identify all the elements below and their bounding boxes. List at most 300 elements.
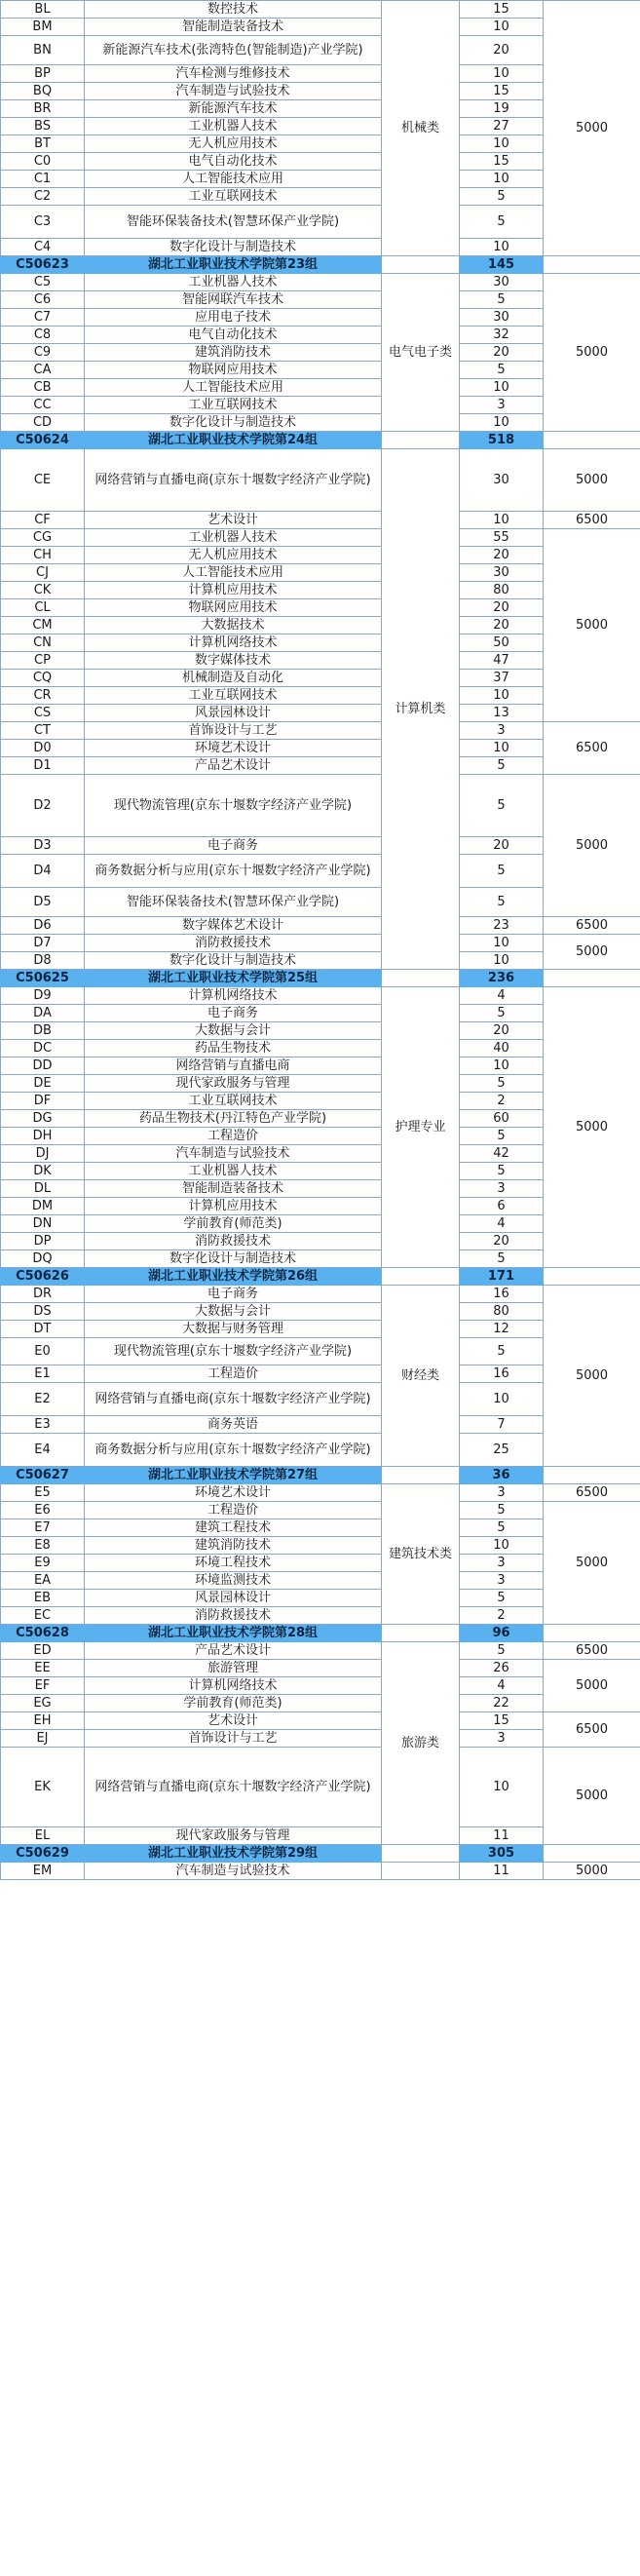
tuition-fee: 5000 bbox=[544, 1, 640, 256]
major-name: 无人机应用技术 bbox=[85, 135, 382, 153]
major-name: 学前教育(师范类) bbox=[85, 1695, 382, 1712]
major-code: C2 bbox=[1, 188, 85, 206]
major-row bbox=[1, 917, 640, 935]
plan-count: 5 bbox=[460, 188, 544, 206]
major-name: 电气自动化技术 bbox=[85, 327, 382, 344]
major-name: 商务英语 bbox=[85, 1416, 382, 1434]
major-code: DK bbox=[1, 1163, 85, 1180]
major-code: E8 bbox=[1, 1537, 85, 1555]
plan-count: 20 bbox=[460, 344, 544, 362]
tuition-fee: 6500 bbox=[544, 512, 640, 529]
major-name: 大数据与财务管理 bbox=[85, 1321, 382, 1338]
major-code: D8 bbox=[1, 952, 85, 970]
plan-count: 5 bbox=[460, 291, 544, 309]
category-cell: 计算机类 bbox=[382, 449, 460, 970]
major-name: 工程造价 bbox=[85, 1128, 382, 1145]
major-code: CS bbox=[1, 705, 85, 722]
group-category-cell bbox=[382, 432, 460, 449]
major-code: CQ bbox=[1, 670, 85, 687]
plan-count: 5 bbox=[460, 1128, 544, 1145]
group-row bbox=[1, 970, 640, 987]
group-name: 湖北工业职业技术学院第23组 bbox=[85, 256, 382, 274]
major-code: EG bbox=[1, 1695, 85, 1712]
major-code: E5 bbox=[1, 1484, 85, 1502]
tuition-fee: 5000 bbox=[544, 935, 640, 970]
major-code: C8 bbox=[1, 327, 85, 344]
tuition-fee: 5000 bbox=[544, 274, 640, 432]
major-code: DH bbox=[1, 1128, 85, 1145]
major-name: 网络营销与直播电商 bbox=[85, 1057, 382, 1075]
major-name: 物联网应用技术 bbox=[85, 599, 382, 617]
major-name: 消防救援技术 bbox=[85, 1607, 382, 1625]
major-name: 数控技术 bbox=[85, 1, 382, 19]
major-name: 网络营销与直播电商(京东十堰数字经济产业学院) bbox=[85, 1383, 382, 1416]
plan-count: 3 bbox=[460, 397, 544, 414]
major-name: 机械制造及自动化 bbox=[85, 670, 382, 687]
major-code: CM bbox=[1, 617, 85, 634]
group-row bbox=[1, 1268, 640, 1286]
major-code: EJ bbox=[1, 1730, 85, 1748]
major-name: 人工智能技术应用 bbox=[85, 379, 382, 397]
major-name: 应用电子技术 bbox=[85, 309, 382, 327]
group-category-cell bbox=[382, 1467, 460, 1484]
major-code: D3 bbox=[1, 837, 85, 855]
plan-count: 22 bbox=[460, 1695, 544, 1712]
major-name: 汽车制造与试验技术 bbox=[85, 83, 382, 100]
group-category-cell bbox=[382, 1845, 460, 1863]
major-name: 建筑消防技术 bbox=[85, 344, 382, 362]
major-code: EM bbox=[1, 1863, 85, 1880]
plan-count: 5 bbox=[460, 362, 544, 379]
major-name: 计算机应用技术 bbox=[85, 582, 382, 599]
group-plan: 145 bbox=[460, 256, 544, 274]
major-code: CT bbox=[1, 722, 85, 740]
category-cell: 建筑技术类 bbox=[382, 1484, 460, 1625]
group-code: C50626 bbox=[1, 1268, 85, 1286]
major-name: 工业互联网技术 bbox=[85, 687, 382, 705]
plan-count: 5 bbox=[460, 1642, 544, 1660]
group-fee-cell bbox=[544, 1467, 640, 1484]
major-name: 智能网联汽车技术 bbox=[85, 291, 382, 309]
major-row bbox=[1, 449, 640, 512]
group-fee-cell bbox=[544, 1845, 640, 1863]
plan-count: 20 bbox=[460, 617, 544, 634]
major-row bbox=[1, 1502, 640, 1519]
plan-count: 12 bbox=[460, 1321, 544, 1338]
group-name: 湖北工业职业技术学院第25组 bbox=[85, 970, 382, 987]
major-code: EB bbox=[1, 1590, 85, 1607]
plan-count: 3 bbox=[460, 1730, 544, 1748]
plan-count: 30 bbox=[460, 449, 544, 512]
major-name: 环境工程技术 bbox=[85, 1555, 382, 1572]
plan-count: 4 bbox=[460, 987, 544, 1005]
major-name: 消防救援技术 bbox=[85, 1233, 382, 1250]
plan-count: 5 bbox=[460, 206, 544, 239]
major-code: D7 bbox=[1, 935, 85, 952]
group-code: C50627 bbox=[1, 1467, 85, 1484]
tuition-fee: 5000 bbox=[544, 987, 640, 1268]
major-code: E3 bbox=[1, 1416, 85, 1434]
major-code: D2 bbox=[1, 775, 85, 837]
major-name: 现代物流管理(京东十堰数字经济产业学院) bbox=[85, 775, 382, 837]
major-row bbox=[1, 775, 640, 837]
major-name: 人工智能技术应用 bbox=[85, 564, 382, 582]
major-code: D4 bbox=[1, 855, 85, 888]
major-row bbox=[1, 987, 640, 1005]
plan-count: 7 bbox=[460, 1416, 544, 1434]
major-name: 计算机网络技术 bbox=[85, 1677, 382, 1695]
plan-count: 20 bbox=[460, 837, 544, 855]
plan-count: 3 bbox=[460, 722, 544, 740]
category-cell: 机械类 bbox=[382, 1, 460, 256]
plan-count: 42 bbox=[460, 1145, 544, 1163]
group-fee-cell bbox=[544, 970, 640, 987]
plan-count: 10 bbox=[460, 1057, 544, 1075]
major-name: 产品艺术设计 bbox=[85, 757, 382, 775]
major-name: 环境艺术设计 bbox=[85, 1484, 382, 1502]
major-code: CC bbox=[1, 397, 85, 414]
major-name: 学前教育(师范类) bbox=[85, 1215, 382, 1233]
major-row bbox=[1, 1484, 640, 1502]
tuition-fee: 5000 bbox=[544, 1748, 640, 1845]
tuition-fee: 5000 bbox=[544, 775, 640, 917]
plan-count: 10 bbox=[460, 935, 544, 952]
major-name: 智能制造装备技术 bbox=[85, 19, 382, 36]
major-code: CE bbox=[1, 449, 85, 512]
major-name: 电子商务 bbox=[85, 837, 382, 855]
major-name: 数字化设计与制造技术 bbox=[85, 239, 382, 256]
plan-count: 10 bbox=[460, 1537, 544, 1555]
major-name: 建筑工程技术 bbox=[85, 1519, 382, 1537]
major-code: D1 bbox=[1, 757, 85, 775]
major-code: BN bbox=[1, 36, 85, 65]
major-code: CJ bbox=[1, 564, 85, 582]
major-name: 大数据与会计 bbox=[85, 1303, 382, 1321]
plan-count: 5 bbox=[460, 1005, 544, 1022]
plan-count: 11 bbox=[460, 1863, 544, 1880]
plan-count: 2 bbox=[460, 1607, 544, 1625]
group-name: 湖北工业职业技术学院第29组 bbox=[85, 1845, 382, 1863]
plan-count: 10 bbox=[460, 687, 544, 705]
major-name: 汽车制造与试验技术 bbox=[85, 1863, 382, 1880]
major-code: BM bbox=[1, 19, 85, 36]
major-code: E0 bbox=[1, 1338, 85, 1365]
major-name: 消防救援技术 bbox=[85, 935, 382, 952]
major-code: EE bbox=[1, 1660, 85, 1677]
group-code: C50628 bbox=[1, 1625, 85, 1642]
plan-count: 5 bbox=[460, 757, 544, 775]
major-row bbox=[1, 1642, 640, 1660]
major-code: BR bbox=[1, 100, 85, 118]
major-name: 工业互联网技术 bbox=[85, 397, 382, 414]
major-code: DB bbox=[1, 1022, 85, 1040]
group-code: C50625 bbox=[1, 970, 85, 987]
major-name: 旅游管理 bbox=[85, 1660, 382, 1677]
plan-count: 37 bbox=[460, 670, 544, 687]
group-category-cell bbox=[382, 970, 460, 987]
major-name: 网络营销与直播电商(京东十堰数字经济产业学院) bbox=[85, 1748, 382, 1827]
category-cell: 财经类 bbox=[382, 1286, 460, 1467]
major-code: BS bbox=[1, 118, 85, 135]
major-name: 现代家政服务与管理 bbox=[85, 1827, 382, 1845]
plan-count: 30 bbox=[460, 274, 544, 291]
plan-count: 5 bbox=[460, 775, 544, 837]
plan-count: 4 bbox=[460, 1677, 544, 1695]
category-cell bbox=[382, 1863, 460, 1880]
major-code: DL bbox=[1, 1180, 85, 1198]
major-code: EA bbox=[1, 1572, 85, 1590]
plan-count: 50 bbox=[460, 634, 544, 652]
plan-count: 47 bbox=[460, 652, 544, 670]
plan-count: 6 bbox=[460, 1198, 544, 1215]
tuition-fee: 6500 bbox=[544, 1484, 640, 1502]
major-code: C3 bbox=[1, 206, 85, 239]
major-code: DS bbox=[1, 1303, 85, 1321]
major-name: 汽车检测与维修技术 bbox=[85, 65, 382, 83]
major-code: CN bbox=[1, 634, 85, 652]
group-row bbox=[1, 256, 640, 274]
major-code: D9 bbox=[1, 987, 85, 1005]
group-name: 湖北工业职业技术学院第28组 bbox=[85, 1625, 382, 1642]
tuition-fee: 6500 bbox=[544, 917, 640, 935]
major-name: 数字化设计与制造技术 bbox=[85, 1250, 382, 1268]
major-name: 人工智能技术应用 bbox=[85, 171, 382, 188]
major-code: EL bbox=[1, 1827, 85, 1845]
plan-count: 26 bbox=[460, 1660, 544, 1677]
plan-count: 23 bbox=[460, 917, 544, 935]
major-row bbox=[1, 512, 640, 529]
tuition-fee: 6500 bbox=[544, 722, 640, 775]
plan-count: 5 bbox=[460, 1250, 544, 1268]
plan-count: 27 bbox=[460, 118, 544, 135]
plan-count: 10 bbox=[460, 379, 544, 397]
category-cell: 旅游类 bbox=[382, 1642, 460, 1845]
plan-count: 20 bbox=[460, 1022, 544, 1040]
major-name: 产品艺术设计 bbox=[85, 1642, 382, 1660]
major-code: E7 bbox=[1, 1519, 85, 1537]
major-code: BP bbox=[1, 65, 85, 83]
major-code: C9 bbox=[1, 344, 85, 362]
group-row bbox=[1, 1625, 640, 1642]
plan-count: 2 bbox=[460, 1093, 544, 1110]
plan-count: 10 bbox=[460, 135, 544, 153]
major-code: CF bbox=[1, 512, 85, 529]
major-name: 药品生物技术(丹江特色产业学院) bbox=[85, 1110, 382, 1128]
group-row bbox=[1, 432, 640, 449]
major-name: 环境监测技术 bbox=[85, 1572, 382, 1590]
plan-count: 20 bbox=[460, 36, 544, 65]
plan-count: 19 bbox=[460, 100, 544, 118]
major-name: 首饰设计与工艺 bbox=[85, 722, 382, 740]
major-name: 计算机网络技术 bbox=[85, 634, 382, 652]
major-name: 艺术设计 bbox=[85, 512, 382, 529]
major-name: 电子商务 bbox=[85, 1005, 382, 1022]
major-name: 工程造价 bbox=[85, 1365, 382, 1383]
major-name: 现代家政服务与管理 bbox=[85, 1075, 382, 1093]
major-code: C4 bbox=[1, 239, 85, 256]
major-code: BL bbox=[1, 1, 85, 19]
plan-count: 10 bbox=[460, 740, 544, 757]
major-code: D0 bbox=[1, 740, 85, 757]
major-row bbox=[1, 1286, 640, 1303]
major-code: EC bbox=[1, 1607, 85, 1625]
major-code: DA bbox=[1, 1005, 85, 1022]
plan-count: 30 bbox=[460, 564, 544, 582]
plan-count: 5 bbox=[460, 1075, 544, 1093]
plan-count: 15 bbox=[460, 1, 544, 19]
plan-count: 10 bbox=[460, 19, 544, 36]
major-code: DP bbox=[1, 1233, 85, 1250]
group-plan: 518 bbox=[460, 432, 544, 449]
major-name: 数字化设计与制造技术 bbox=[85, 952, 382, 970]
major-name: 数字媒体艺术设计 bbox=[85, 917, 382, 935]
major-name: 新能源汽车技术(张湾特色(智能制造)产业学院) bbox=[85, 36, 382, 65]
plan-count: 10 bbox=[460, 414, 544, 432]
plan-count: 10 bbox=[460, 171, 544, 188]
major-code: CD bbox=[1, 414, 85, 432]
plan-count: 3 bbox=[460, 1180, 544, 1198]
tuition-fee: 5000 bbox=[544, 1502, 640, 1625]
major-code: DF bbox=[1, 1093, 85, 1110]
major-name: 智能制造装备技术 bbox=[85, 1180, 382, 1198]
group-category-cell bbox=[382, 1268, 460, 1286]
major-name: 风景园林设计 bbox=[85, 705, 382, 722]
major-row bbox=[1, 1660, 640, 1677]
plan-count: 10 bbox=[460, 65, 544, 83]
major-code: BQ bbox=[1, 83, 85, 100]
plan-count: 32 bbox=[460, 327, 544, 344]
plan-count: 15 bbox=[460, 83, 544, 100]
major-name: 药品生物技术 bbox=[85, 1040, 382, 1057]
group-name: 湖北工业职业技术学院第26组 bbox=[85, 1268, 382, 1286]
plan-count: 15 bbox=[460, 1712, 544, 1730]
group-category-cell bbox=[382, 1625, 460, 1642]
major-row bbox=[1, 722, 640, 740]
plan-count: 15 bbox=[460, 153, 544, 171]
major-name: 智能环保装备技术(智慧环保产业学院) bbox=[85, 888, 382, 917]
plan-count: 3 bbox=[460, 1572, 544, 1590]
major-code: C1 bbox=[1, 171, 85, 188]
plan-count: 16 bbox=[460, 1365, 544, 1383]
major-row bbox=[1, 274, 640, 291]
major-row bbox=[1, 1712, 640, 1730]
category-cell: 电气电子类 bbox=[382, 274, 460, 432]
major-name: 物联网应用技术 bbox=[85, 362, 382, 379]
major-name: 风景园林设计 bbox=[85, 1590, 382, 1607]
major-code: C6 bbox=[1, 291, 85, 309]
plan-count: 20 bbox=[460, 1233, 544, 1250]
major-code: EH bbox=[1, 1712, 85, 1730]
plan-count: 16 bbox=[460, 1286, 544, 1303]
plan-count: 80 bbox=[460, 582, 544, 599]
tuition-fee: 5000 bbox=[544, 1863, 640, 1880]
major-code: D6 bbox=[1, 917, 85, 935]
group-plan: 96 bbox=[460, 1625, 544, 1642]
major-code: E4 bbox=[1, 1434, 85, 1467]
major-code: DE bbox=[1, 1075, 85, 1093]
major-name: 建筑消防技术 bbox=[85, 1537, 382, 1555]
plan-count: 20 bbox=[460, 547, 544, 564]
plan-count: 80 bbox=[460, 1303, 544, 1321]
plan-count: 5 bbox=[460, 1338, 544, 1365]
major-name: 商务数据分析与应用(京东十堰数字经济产业学院) bbox=[85, 1434, 382, 1467]
plan-count: 30 bbox=[460, 309, 544, 327]
major-row bbox=[1, 935, 640, 952]
major-code: E9 bbox=[1, 1555, 85, 1572]
plan-count: 40 bbox=[460, 1040, 544, 1057]
plan-count: 10 bbox=[460, 512, 544, 529]
major-name: 工业互联网技术 bbox=[85, 188, 382, 206]
major-code: CK bbox=[1, 582, 85, 599]
major-code: CA bbox=[1, 362, 85, 379]
plan-count: 60 bbox=[460, 1110, 544, 1128]
major-code: CR bbox=[1, 687, 85, 705]
major-name: 商务数据分析与应用(京东十堰数字经济产业学院) bbox=[85, 855, 382, 888]
group-row bbox=[1, 1467, 640, 1484]
major-code: EF bbox=[1, 1677, 85, 1695]
major-code: CG bbox=[1, 529, 85, 547]
tuition-fee: 6500 bbox=[544, 1712, 640, 1748]
category-cell: 护理专业 bbox=[382, 987, 460, 1268]
group-category-cell bbox=[382, 256, 460, 274]
plan-count: 10 bbox=[460, 1748, 544, 1827]
major-code: DC bbox=[1, 1040, 85, 1057]
group-fee-cell bbox=[544, 432, 640, 449]
plan-count: 11 bbox=[460, 1827, 544, 1845]
major-code: D5 bbox=[1, 888, 85, 917]
major-code: DT bbox=[1, 1321, 85, 1338]
major-code: C7 bbox=[1, 309, 85, 327]
major-code: E2 bbox=[1, 1383, 85, 1416]
major-code: E1 bbox=[1, 1365, 85, 1383]
tuition-fee: 5000 bbox=[544, 1286, 640, 1467]
plan-count: 5 bbox=[460, 1502, 544, 1519]
tuition-fee: 5000 bbox=[544, 449, 640, 512]
plan-count: 5 bbox=[460, 1590, 544, 1607]
group-code: C50629 bbox=[1, 1845, 85, 1863]
major-code: CL bbox=[1, 599, 85, 617]
group-name: 湖北工业职业技术学院第27组 bbox=[85, 1467, 382, 1484]
major-name: 工业机器人技术 bbox=[85, 118, 382, 135]
major-code: DR bbox=[1, 1286, 85, 1303]
major-name: 环境艺术设计 bbox=[85, 740, 382, 757]
major-name: 计算机网络技术 bbox=[85, 987, 382, 1005]
major-code: C0 bbox=[1, 153, 85, 171]
major-code: DQ bbox=[1, 1250, 85, 1268]
major-row bbox=[1, 1, 640, 19]
major-code: C5 bbox=[1, 274, 85, 291]
group-plan: 171 bbox=[460, 1268, 544, 1286]
plan-count: 5 bbox=[460, 1519, 544, 1537]
major-name: 首饰设计与工艺 bbox=[85, 1730, 382, 1748]
tuition-fee: 5000 bbox=[544, 529, 640, 722]
major-name: 大数据技术 bbox=[85, 617, 382, 634]
plan-count: 3 bbox=[460, 1484, 544, 1502]
major-name: 网络营销与直播电商(京东十堰数字经济产业学院) bbox=[85, 449, 382, 512]
plan-count: 13 bbox=[460, 705, 544, 722]
major-code: EK bbox=[1, 1748, 85, 1827]
plan-count: 5 bbox=[460, 855, 544, 888]
major-code: ED bbox=[1, 1642, 85, 1660]
plan-count: 55 bbox=[460, 529, 544, 547]
major-name: 工业机器人技术 bbox=[85, 529, 382, 547]
major-name: 现代物流管理(京东十堰数字经济产业学院) bbox=[85, 1338, 382, 1365]
major-code: DJ bbox=[1, 1145, 85, 1163]
major-name: 大数据与会计 bbox=[85, 1022, 382, 1040]
plan-count: 10 bbox=[460, 239, 544, 256]
major-code: CP bbox=[1, 652, 85, 670]
major-name: 艺术设计 bbox=[85, 1712, 382, 1730]
